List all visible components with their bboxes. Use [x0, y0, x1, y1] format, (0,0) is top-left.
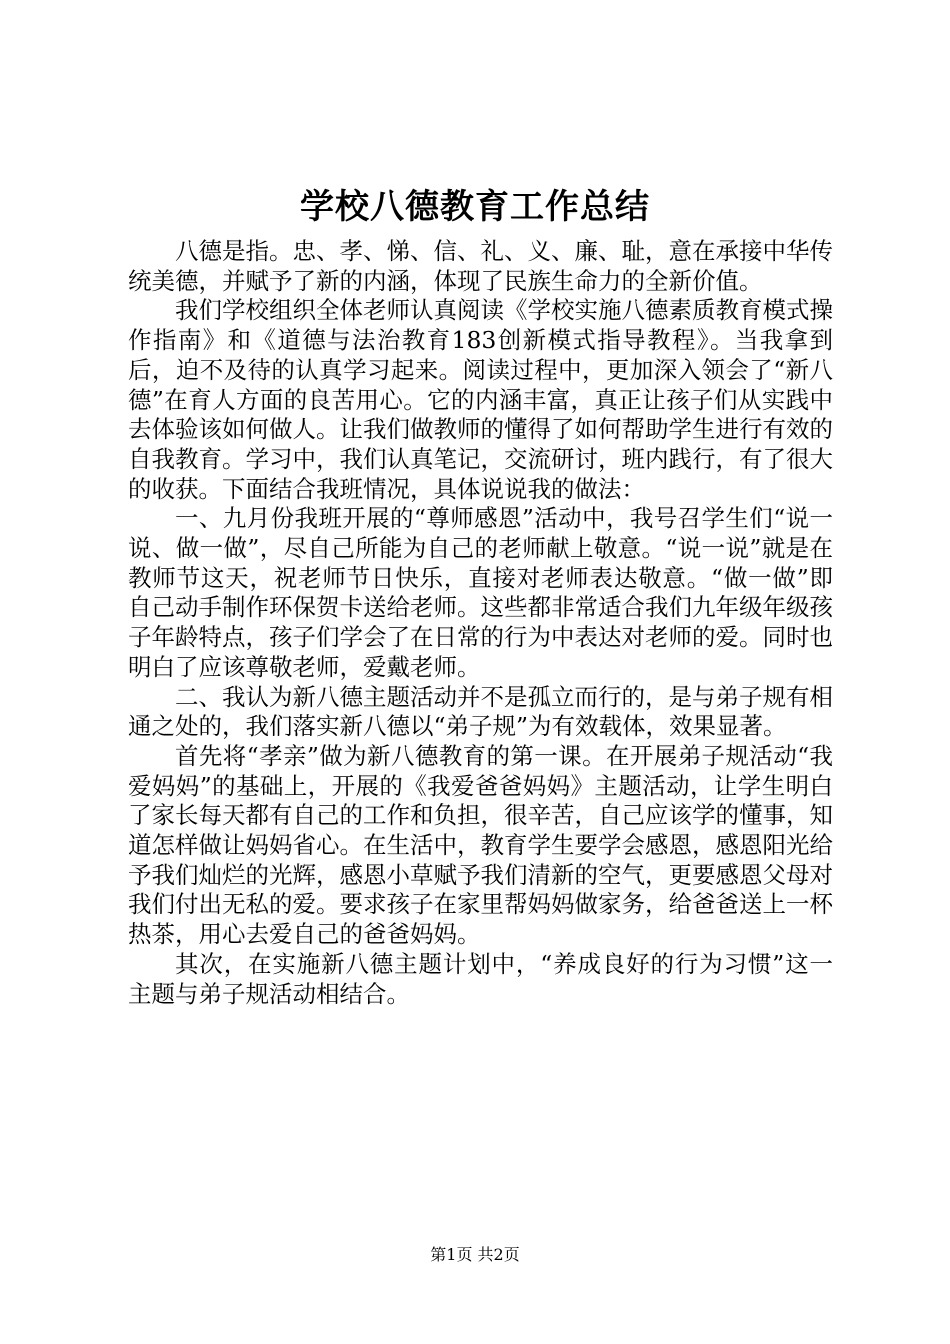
paragraph: 二、我认为新八德主题活动并不是孤立而行的，是与弟子规有相通之处的，我们落实新八德以“弟子规”为有效载体，效果显著。	[128, 682, 833, 741]
paragraph: 我们学校组织全体老师认真阅读《学校实施八德素质教育模式操作指南》和《道德与法治教育183创新模式指导教程》。当我拿到后，迫不及待的认真学习起来。阅读过程中，更加深入领会了“新八德”在育人方面的良苦用心。它的内涵丰富，真正让孩子们从实践中去体验该如何做人。让我们做教师的懂得了如何帮助学生进行有效的自我教育。学习中，我们认真笔记，交流研讨，班内践行，有了很大的收获。下面结合我班情况，具体说说我的做法：	[128, 296, 833, 503]
page-number-footer: 第1页 共2页	[430, 1245, 520, 1264]
paragraph: 一、九月份我班开展的“尊师感恩”活动中，我号召学生们“说一说、做一做”，尽自己所能为自己的老师献上敬意。“说一说”就是在教师节这天，祝老师节日快乐，直接对老师表达敬意。“做一做”即自己动手制作环保贺卡送给老师。这些都非常适合我们九年级年级孩子年龄特点，孩子们学会了在日常的行为中表达对老师的爱。同时也明白了应该尊敬老师，爱戴老师。	[128, 504, 833, 681]
document-title: 学校八德教育工作总结	[300, 187, 650, 227]
paragraph: 其次，在实施新八德主题计划中，“养成良好的行为习惯”这一主题与弟子规活动相结合。	[128, 949, 833, 1008]
paragraph: 首先将“孝亲”做为新八德教育的第一课。在开展弟子规活动“我爱妈妈”的基础上，开展的《我爱爸爸妈妈》主题活动，让学生明白了家长每天都有自己的工作和负担，很辛苦，自己应该学的懂事，知道怎样做让妈妈省心。在生活中，教育学生要学会感恩，感恩阳光给予我们灿烂的光辉，感恩小草赋予我们清新的空气，更要感恩父母对我们付出无私的爱。要求孩子在家里帮妈妈做家务，给爸爸送上一杯热茶，用心去爱自己的爸爸妈妈。	[128, 741, 833, 949]
document-body	[128, 237, 833, 1009]
paragraph: 八德是指。忠、孝、悌、信、礼、义、廉、耻，意在承接中华传统美德，并赋予了新的内涵，体现了民族生命力的全新价值。	[128, 237, 833, 295]
